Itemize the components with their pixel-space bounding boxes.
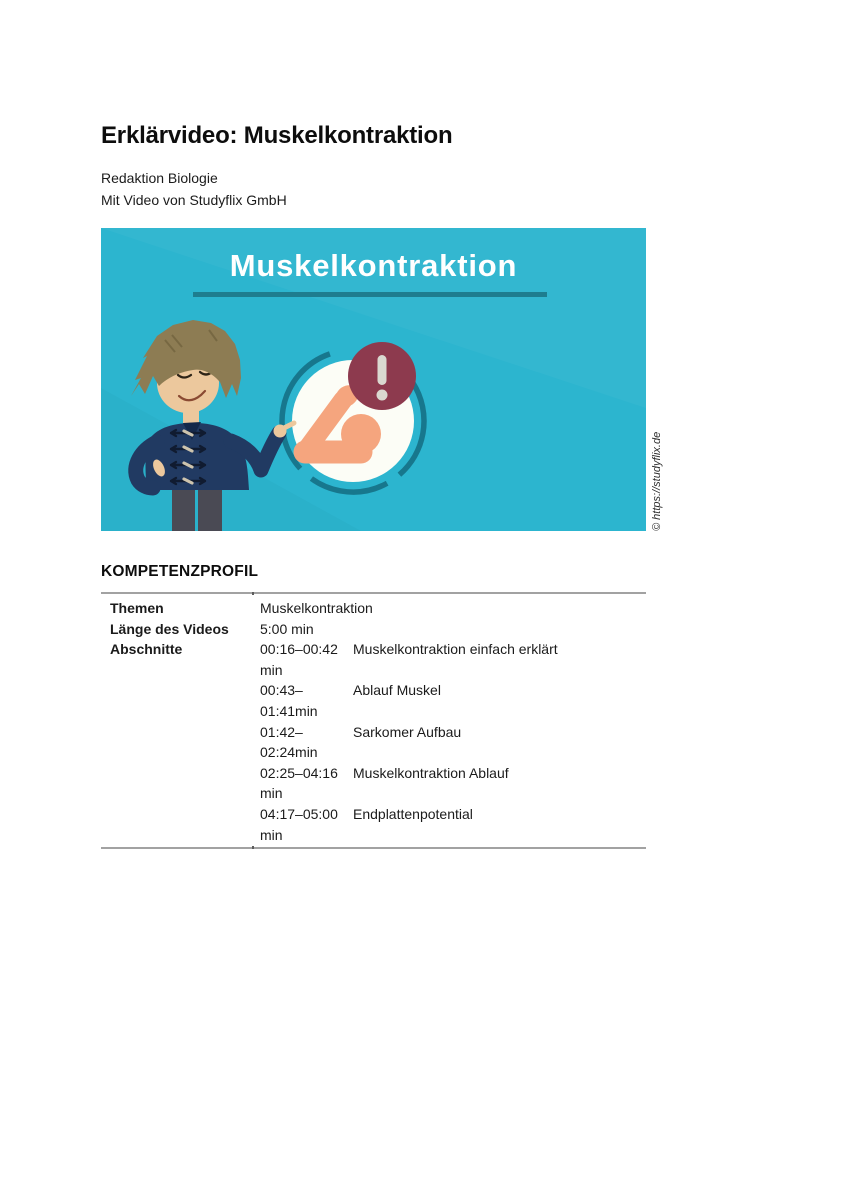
page-title: Erklärvideo: Muskelkontraktion	[101, 122, 453, 149]
segment-time: 02:25–04:16 min	[260, 764, 338, 802]
segment-list	[252, 639, 646, 845]
segment-row	[260, 680, 646, 721]
competence-profile-table	[101, 592, 646, 849]
byline-editor: Redaktion Biologie	[101, 170, 218, 186]
segment-time: 01:42–02:24min	[260, 723, 318, 761]
segment-row	[260, 763, 646, 804]
thumbnail-title-underline	[193, 292, 547, 297]
column-divider-tick	[252, 592, 254, 595]
column-divider-tick	[252, 846, 254, 849]
segment-topic: Muskelkontraktion einfach erklärt	[353, 641, 558, 658]
video-thumbnail	[101, 228, 646, 531]
exclamation-icon	[348, 342, 416, 410]
segment-time: 04:17–05:00 min	[260, 805, 338, 843]
copyright-credit: © https://studyflix.de	[651, 431, 663, 531]
row-label: Abschnitte	[110, 641, 183, 658]
byline	[101, 168, 287, 211]
segment-topic: Ablauf Muskel	[353, 682, 441, 699]
row-label: Länge des Videos	[110, 620, 229, 637]
table-row-themen	[101, 598, 646, 619]
competence-profile-heading: KOMPETENZPROFIL	[101, 563, 259, 580]
row-value: 5:00 min	[260, 620, 314, 637]
thumbnail-title: Muskelkontraktion	[229, 248, 518, 283]
segment-row	[260, 639, 646, 680]
segment-topic: Endplattenpotential	[353, 805, 473, 822]
row-label: Themen	[110, 600, 164, 616]
segment-time: 00:16–00:42 min	[260, 641, 338, 678]
row-value: Muskelkontraktion	[260, 600, 373, 616]
table-row-laenge	[101, 619, 646, 640]
byline-source: Mit Video von Studyflix GmbH	[101, 191, 287, 208]
segment-topic: Sarkomer Aufbau	[353, 723, 462, 740]
segment-topic: Muskelkontraktion Ablauf	[353, 764, 509, 781]
segment-time: 00:43–01:41min	[260, 682, 318, 719]
segment-row	[260, 722, 646, 763]
table-row-abschnitte	[101, 639, 646, 845]
segment-row	[260, 804, 646, 845]
